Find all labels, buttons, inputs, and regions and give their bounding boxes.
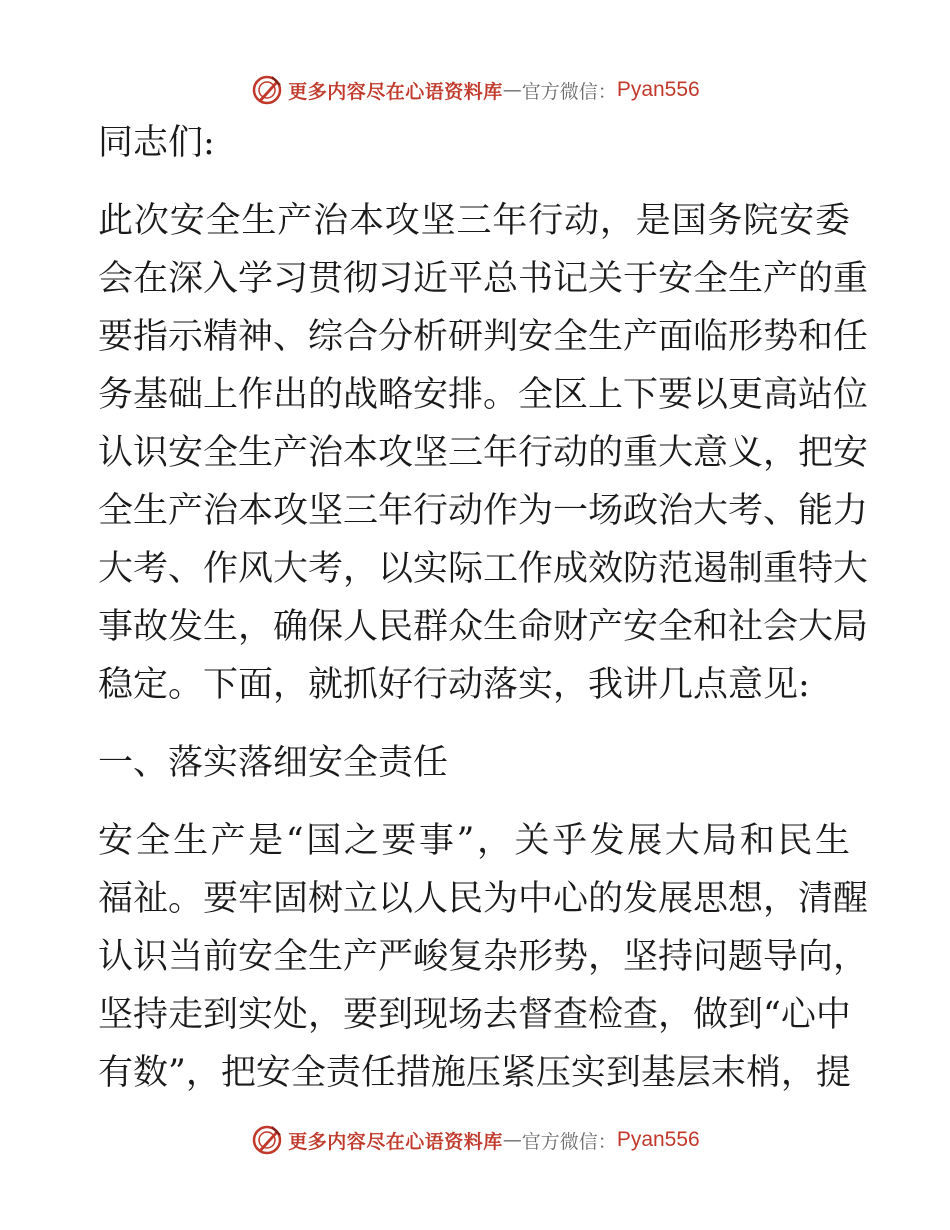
watermark-label: 官方微信：	[521, 80, 617, 103]
body-line: 认识当前安全生产严峻复杂形势，坚持问题导向，	[98, 937, 869, 977]
body-line: 务基础上作出的战略安排。全区上下要以更高站位	[98, 375, 869, 415]
body-line: 坚持走到实处，要到现场去督查检查，做到“心中	[98, 995, 851, 1035]
header-watermark	[0, 70, 950, 110]
watermark-handle: Pyan556	[616, 1128, 700, 1151]
watermark-label: 官方微信：	[521, 1130, 617, 1153]
body-line: 福祉。要牢固树立以人民为中心的发展思想，清醒	[98, 879, 869, 919]
watermark-brand: 更多内容尽在心语资料库	[288, 1130, 503, 1153]
body-line: 要指示精神、综合分析研判安全生产面临形势和任	[98, 317, 869, 357]
body-line: 事故发生，确保人民群众生命财产安全和社会大局	[98, 607, 869, 647]
watermark-handle: Pyan556	[616, 78, 700, 101]
section-heading: 一、落实落细安全责任	[98, 743, 449, 783]
salutation: 同志们:	[98, 123, 215, 163]
body-line: 有数”，把安全责任措施压紧压实到基层末梢，提	[98, 1053, 851, 1093]
body-line: 安全生产是“国之要事”，关乎发展大局和民生	[98, 821, 850, 861]
body-line: 大考、作风大考，以实际工作成效防范遏制重特大	[98, 549, 869, 589]
quill-pen-logo-icon	[250, 73, 284, 107]
watermark-separator: —	[502, 79, 522, 101]
body-line: 认识安全生产治本攻坚三年行动的重大意义，把安	[98, 433, 869, 473]
body-line: 此次安全生产治本攻坚三年行动，是国务院安委	[98, 201, 850, 241]
watermark-separator: —	[502, 1129, 522, 1151]
quill-pen-logo-icon	[250, 1123, 284, 1157]
watermark-brand: 更多内容尽在心语资料库	[288, 80, 503, 103]
body-line: 稳定。下面，就抓好行动落实，我讲几点意见:	[98, 665, 810, 705]
body-line: 全生产治本攻坚三年行动作为一场政治大考、能力	[98, 491, 869, 531]
body-line: 会在深入学习贯彻习近平总书记关于安全生产的重	[98, 259, 869, 299]
footer-watermark	[0, 1120, 950, 1160]
